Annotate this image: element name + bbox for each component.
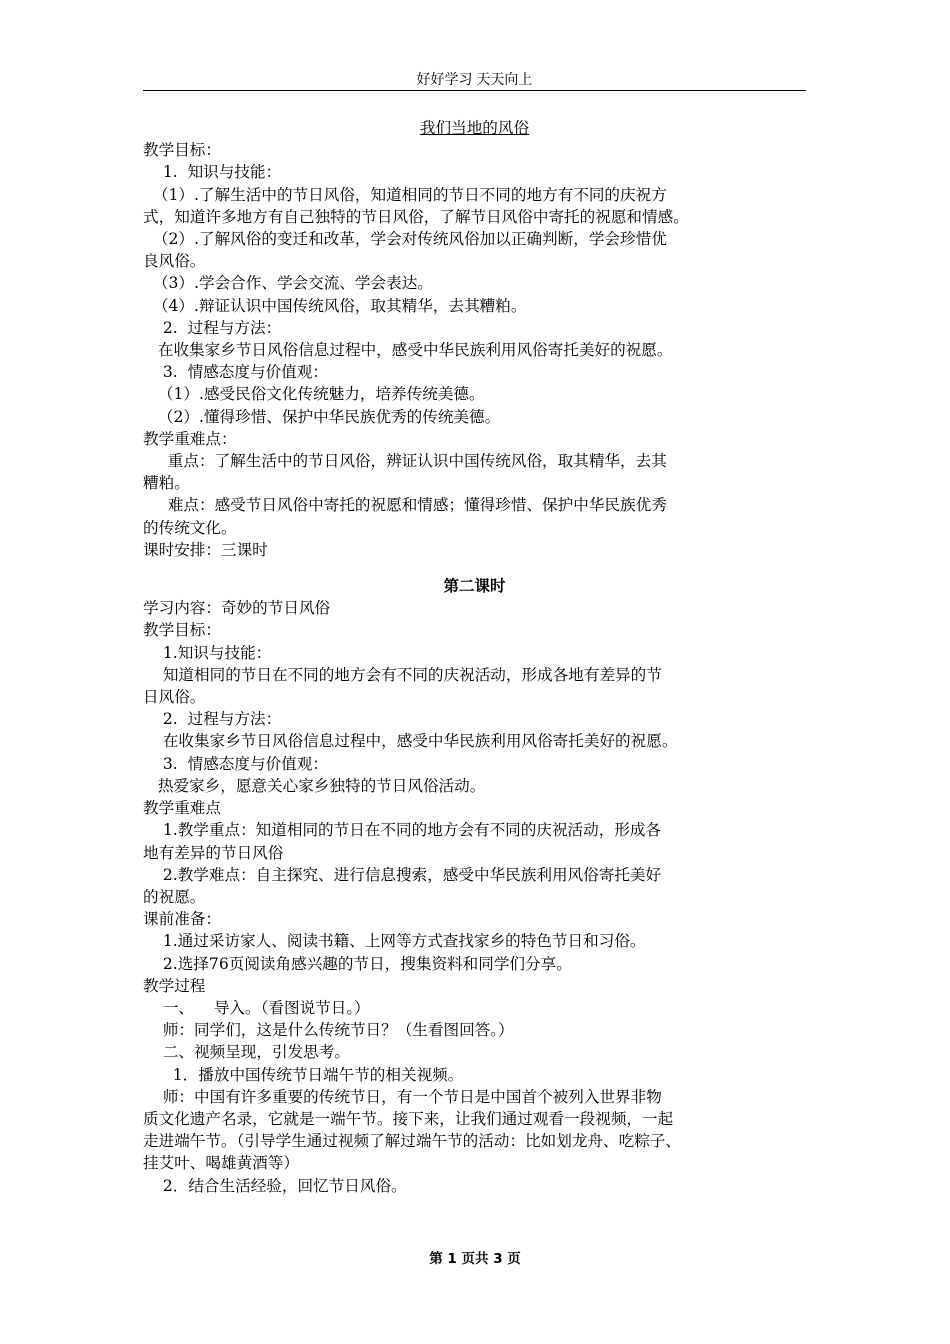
text-line: 教学重难点： (143, 429, 237, 448)
text-line: 1.教学重点：知道相同的节日在不同的地方会有不同的庆祝活动，形成各 (143, 821, 662, 840)
text-line: （1）.感受民俗文化传统魅力，培养传统美德。 (143, 385, 485, 404)
text-line: 教学重难点 (143, 799, 221, 818)
text-line: 糟粕。 (143, 474, 190, 493)
text-line: 课时安排：三课时 (143, 540, 268, 559)
header-text: 好好学习 天天向上 (416, 71, 533, 87)
text-line: 1. 知识与技能： (143, 163, 282, 182)
document-title: 我们当地的风俗 (419, 119, 530, 137)
section-lesson-overview (143, 139, 806, 561)
document-body (143, 117, 806, 1197)
text-line: 师：同学们，这是什么传统节日？（生看图回答。） (143, 1021, 514, 1040)
text-line: （2）.了解风俗的变迁和改革，学会对传统风俗加以正确判断，学会珍惜优 (143, 230, 667, 249)
section-lesson-two (143, 597, 806, 1196)
text-line: 良风俗。 (143, 252, 206, 271)
text-line: 二、视频呈现，引发思考。 (143, 1043, 350, 1062)
text-line: 2. 过程与方法： (143, 318, 282, 337)
text-line: 3. 情感态度与价值观： (143, 363, 328, 382)
text-line: 重点：了解生活中的节日风俗，辨证认识中国传统风俗，取其精华，去其 (143, 452, 667, 471)
text-line: 走进端午节。（引导学生通过视频了解过端午节的活动：比如划龙舟、吃粽子、 (143, 1132, 681, 1151)
text-line: 3. 情感态度与价值观： (143, 754, 328, 773)
page-number: 第 1 页共 3 页 (429, 1251, 521, 1267)
text-line: 教学过程 (143, 976, 206, 995)
text-line: 地有差异的节日风俗 (143, 843, 284, 862)
text-line: 日风俗。 (143, 688, 206, 707)
text-line: （3）.学会合作、学会交流、学会表达。 (143, 274, 433, 293)
text-line: 师：中国有许多重要的传统节日，有一个节日是中国首个被列入世界非物 (143, 1087, 662, 1106)
text-line: 的传统文化。 (143, 518, 237, 537)
text-line: 难点：感受节日风俗中寄托的祝愿和情感；懂得珍惜、保护中华民族优秀 (143, 496, 667, 515)
text-line: 2. 过程与方法： (143, 710, 282, 729)
text-line: 在收集家乡节日风俗信息过程中，感受中华民族利用风俗寄托美好的祝愿。 (143, 341, 673, 360)
text-line: 教学目标： (143, 621, 221, 640)
page-header (143, 70, 806, 91)
text-line: （1）.了解生活中的节日风俗，知道相同的节日不同的地方有不同的庆祝方 (143, 185, 667, 204)
text-line: 2．结合生活经验，回忆节日风俗。 (143, 1176, 407, 1195)
text-line: 1.通过采访家人、阅读书籍、上网等方式查找家乡的特色节日和习俗。 (143, 932, 646, 951)
text-line: 2.选择76页阅读角感兴趣的节日，搜集资料和同学们分享。 (143, 954, 572, 973)
text-line: 2.教学难点：自主探究、进行信息搜索，感受中华民族利用风俗寄托美好 (143, 865, 662, 884)
text-line: 1．播放中国传统节日端午节的相关视频。 (143, 1065, 464, 1084)
text-line: 1.知识与技能： (143, 643, 272, 662)
text-line: 一、 导入。（看图说节日。） (143, 998, 370, 1017)
text-line: 质文化遗产名录，它就是一端午节。接下来，让我们通过观看一段视频，一起 (143, 1109, 674, 1128)
text-line: （4）.辩证认识中国传统风俗，取其精华，去其糟粕。 (143, 296, 527, 315)
text-line: 学习内容：奇妙的节日风俗 (143, 599, 331, 618)
text-line: 教学目标： (143, 141, 221, 160)
text-line: （2）.懂得珍惜、保护中华民族优秀的传统美德。 (143, 407, 501, 426)
text-line: 挂艾叶、喝雄黄酒等） (143, 1154, 299, 1173)
text-line: 课前准备： (143, 910, 221, 929)
text-line: 在收集家乡节日风俗信息过程中，感受中华民族利用风俗寄托美好的祝愿。 (143, 732, 678, 751)
text-line: 热爱家乡，愿意关心家乡独特的节日风俗活动。 (143, 776, 486, 795)
text-line: 式，知道许多地方有自己独特的节日风俗，了解节日风俗中寄托的祝愿和情感。 (143, 207, 689, 226)
text-line: 的祝愿。 (143, 887, 206, 906)
page-footer (0, 1247, 950, 1267)
lesson-subtitle: 第二课时 (443, 577, 506, 596)
text-line: 知道相同的节日在不同的地方会有不同的庆祝活动，形成各地有差异的节 (143, 665, 662, 684)
